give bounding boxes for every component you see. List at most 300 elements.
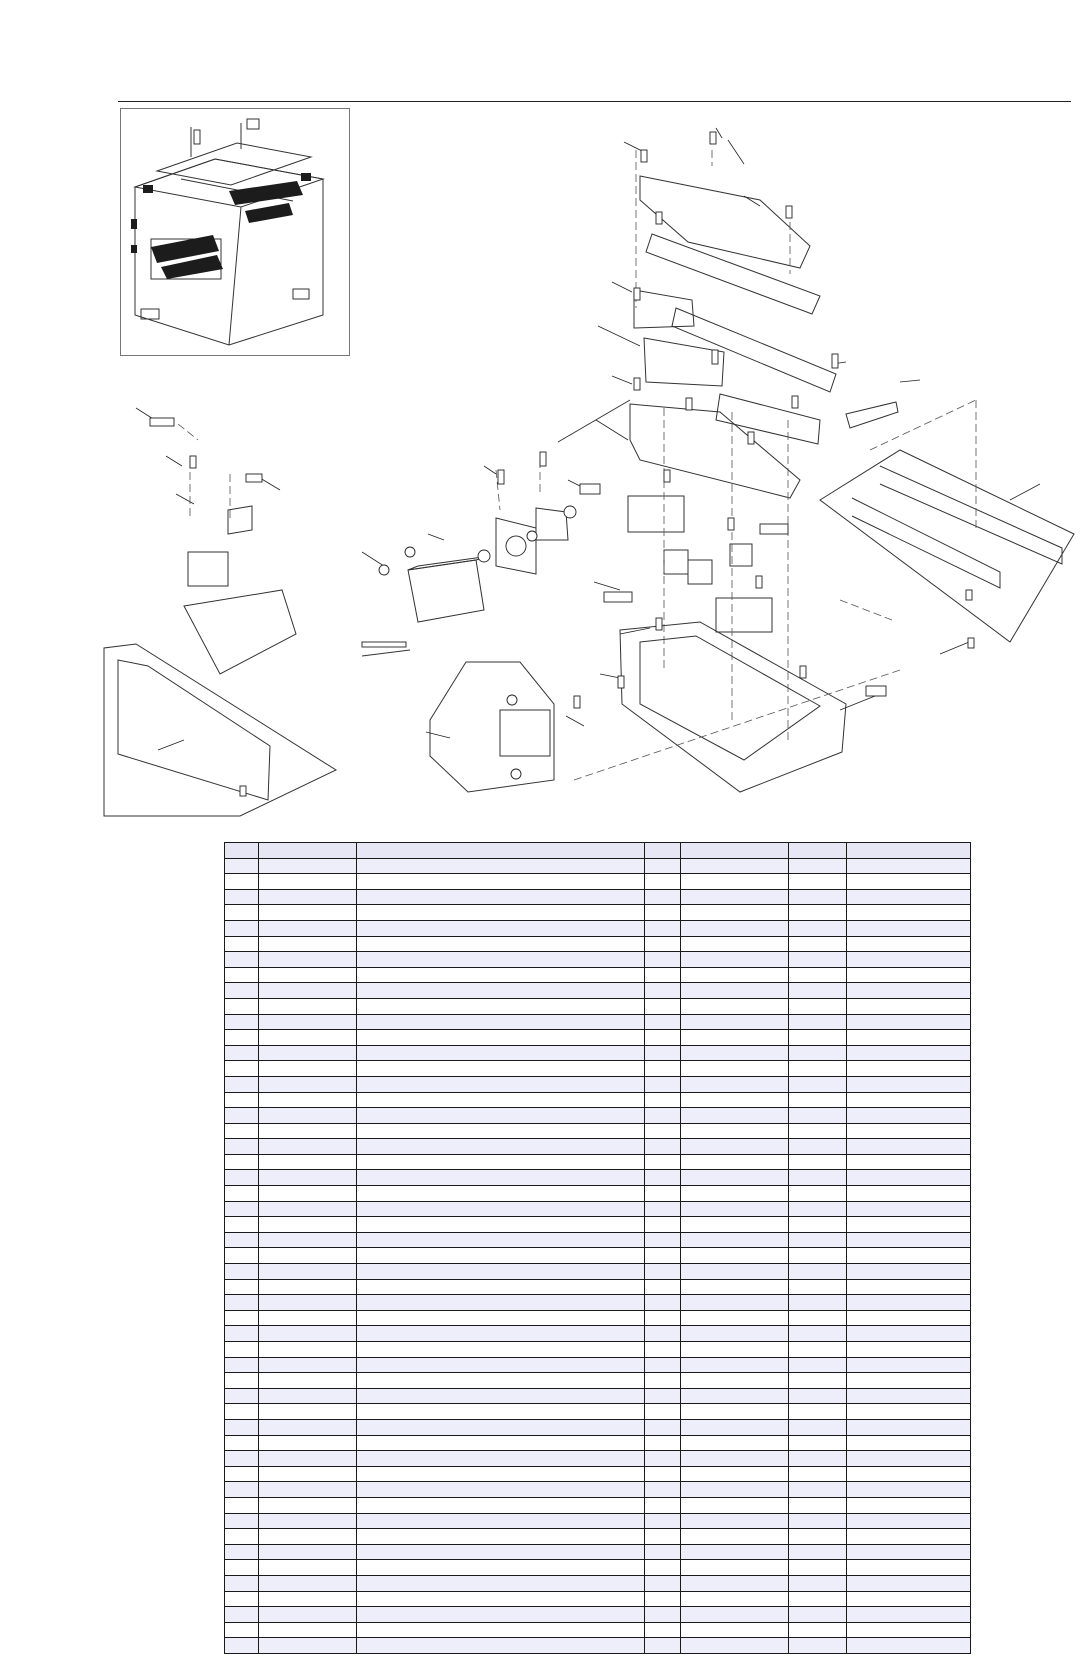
table-cell [645, 1061, 681, 1077]
table-cell [357, 858, 645, 874]
table-cell [789, 1388, 847, 1404]
table-cell [225, 998, 259, 1014]
table-cell [789, 1482, 847, 1498]
table-cell [357, 1123, 645, 1139]
table-cell [789, 1123, 847, 1139]
table-cell [259, 1529, 357, 1545]
table-cell [645, 1030, 681, 1046]
table-cell [259, 998, 357, 1014]
table-cell [259, 952, 357, 968]
table-cell [681, 1529, 789, 1545]
table-cell [681, 983, 789, 999]
table-cell [645, 1045, 681, 1061]
table-cell [357, 889, 645, 905]
table-cell [847, 1638, 971, 1654]
upper-rail [646, 234, 820, 314]
table-cell [789, 1419, 847, 1435]
cover-boundary [104, 644, 336, 816]
table-cell [259, 1466, 357, 1482]
table-row [225, 1497, 971, 1513]
table-cell [357, 1154, 645, 1170]
table-cell [847, 1030, 971, 1046]
table-cell [225, 1154, 259, 1170]
table-cell [645, 889, 681, 905]
table-row [225, 1264, 971, 1280]
table-cell [259, 1388, 357, 1404]
table-cell [847, 1186, 971, 1202]
table-cell [847, 1529, 971, 1545]
table-cell [681, 1295, 789, 1311]
table-cell [681, 1310, 789, 1326]
table-cell [645, 1264, 681, 1280]
table-cell [645, 1638, 681, 1654]
table-cell [847, 1497, 971, 1513]
table-cell [789, 1560, 847, 1576]
flange-plate [496, 518, 536, 574]
table-cell [681, 1419, 789, 1435]
table-cell [225, 874, 259, 890]
table-cell [225, 1342, 259, 1358]
table-row [225, 1591, 971, 1607]
table-cell [225, 1201, 259, 1217]
table-cell [225, 1482, 259, 1498]
table-cell [645, 1186, 681, 1202]
table-cell [259, 1045, 357, 1061]
table-cell [847, 1435, 971, 1451]
table-row [225, 1466, 971, 1482]
table-row [225, 1388, 971, 1404]
table-cell [847, 1123, 971, 1139]
table-cell [847, 1201, 971, 1217]
table-cell [225, 1045, 259, 1061]
table-cell [645, 1310, 681, 1326]
table-cell [259, 1232, 357, 1248]
table-cell [259, 983, 357, 999]
table-row [225, 858, 971, 874]
table-cell [645, 858, 681, 874]
table-cell [789, 1076, 847, 1092]
table-cell [225, 1295, 259, 1311]
table-cell [225, 1076, 259, 1092]
table-cell [847, 1622, 971, 1638]
table-cell [645, 952, 681, 968]
table-cell [357, 1435, 645, 1451]
table-cell [789, 967, 847, 983]
table-cell [847, 1232, 971, 1248]
table-cell [645, 1139, 681, 1155]
table-cell [847, 1466, 971, 1482]
table-cell [357, 1529, 645, 1545]
table-cell [789, 1014, 847, 1030]
table-row [225, 1186, 971, 1202]
table-cell [259, 1638, 357, 1654]
side-rail [846, 402, 898, 428]
table-cell [357, 1622, 645, 1638]
table-cell [847, 858, 971, 874]
table-cell [259, 1591, 357, 1607]
table-cell [681, 1092, 789, 1108]
table-cell [225, 1014, 259, 1030]
table-cell [681, 1217, 789, 1233]
table-cell [225, 1388, 259, 1404]
table-cell [681, 1575, 789, 1591]
table-cell [645, 1591, 681, 1607]
table-cell [225, 1466, 259, 1482]
table-cell [847, 983, 971, 999]
table-row [225, 1513, 971, 1529]
table-cell [259, 1139, 357, 1155]
table-cell [225, 1622, 259, 1638]
table-cell [847, 920, 971, 936]
table-cell [789, 889, 847, 905]
table-cell [259, 1357, 357, 1373]
table-cell [645, 1076, 681, 1092]
table-cell [645, 1622, 681, 1638]
table-cell [357, 1248, 645, 1264]
table-cell [681, 1591, 789, 1607]
table-cell [259, 1342, 357, 1358]
slide-table [630, 404, 800, 498]
table-cell [789, 1139, 847, 1155]
table-cell [225, 952, 259, 968]
table-cell [259, 1279, 357, 1295]
table-cell [357, 1264, 645, 1280]
table-cell [847, 1310, 971, 1326]
table-cell [225, 1544, 259, 1560]
table-row [225, 1482, 971, 1498]
table-cell [681, 1451, 789, 1467]
table-cell [789, 1466, 847, 1482]
table-cell [645, 1108, 681, 1124]
table-cell [645, 1357, 681, 1373]
table-cell [645, 1092, 681, 1108]
table-cell [225, 1575, 259, 1591]
table-cell [847, 843, 971, 859]
clamp-block-a [664, 550, 688, 574]
table-cell [847, 1591, 971, 1607]
table-cell [357, 1451, 645, 1467]
table-row [225, 1108, 971, 1124]
table-cell [847, 1342, 971, 1358]
table-cell [645, 1248, 681, 1264]
table-cell [357, 1201, 645, 1217]
table-cell [225, 1357, 259, 1373]
table-cell [357, 1326, 645, 1342]
table-row [225, 1154, 971, 1170]
table-cell [645, 1544, 681, 1560]
table-row [225, 1544, 971, 1560]
table-row [225, 1139, 971, 1155]
table-row [225, 874, 971, 890]
table-cell [357, 1357, 645, 1373]
table-cell [259, 1575, 357, 1591]
table-cell [681, 1638, 789, 1654]
table-row [225, 920, 971, 936]
carriage-block-a [628, 496, 684, 532]
table-cell [259, 1451, 357, 1467]
table-cell [357, 1544, 645, 1560]
table-cell [357, 1466, 645, 1482]
table-cell [681, 1388, 789, 1404]
table-cell [225, 983, 259, 999]
table-cell [847, 1575, 971, 1591]
table-cell [847, 1357, 971, 1373]
table-row [225, 1607, 971, 1623]
table-cell [645, 1451, 681, 1467]
table-cell [357, 1014, 645, 1030]
table-cell [847, 1451, 971, 1467]
table-cell [259, 1154, 357, 1170]
table-cell [357, 1139, 645, 1155]
table-cell [847, 1061, 971, 1077]
table-cell [259, 1123, 357, 1139]
top-bracket-plate [640, 176, 810, 268]
table-cell [259, 1217, 357, 1233]
table-cell [259, 1497, 357, 1513]
table-cell [681, 1108, 789, 1124]
table-cell [645, 1388, 681, 1404]
left-bracket [228, 506, 252, 534]
table-cell [357, 1061, 645, 1077]
table-cell [789, 858, 847, 874]
table-cell [681, 843, 789, 859]
flange-hole [506, 536, 526, 556]
table-cell [645, 1497, 681, 1513]
table-row [225, 1404, 971, 1420]
table-cell [681, 1560, 789, 1576]
rail-strip-b [852, 498, 1000, 588]
table-cell [645, 874, 681, 890]
table-cell [681, 1466, 789, 1482]
table-cell [259, 1248, 357, 1264]
table-cell [645, 1607, 681, 1623]
table-cell [645, 1373, 681, 1389]
table-row [225, 1622, 971, 1638]
table-row [225, 1326, 971, 1342]
table-cell [789, 1326, 847, 1342]
table-row [225, 1373, 971, 1389]
table-cell [681, 1622, 789, 1638]
table-cell [357, 1310, 645, 1326]
table-cell [681, 1154, 789, 1170]
table-cell [789, 998, 847, 1014]
table-cell [681, 1014, 789, 1030]
table-cell [259, 1014, 357, 1030]
table-cell [225, 1404, 259, 1420]
table-row [225, 1030, 971, 1046]
parts-list-table [224, 842, 971, 1654]
table-cell [847, 1404, 971, 1420]
table-cell [789, 1279, 847, 1295]
table-cell [847, 1560, 971, 1576]
table-cell [847, 1248, 971, 1264]
table-cell [259, 936, 357, 952]
table-cell [789, 1638, 847, 1654]
table-cell [789, 1217, 847, 1233]
table-cell [847, 1388, 971, 1404]
table-cell [681, 1061, 789, 1077]
table-row [225, 1201, 971, 1217]
left-stack-block [188, 552, 228, 586]
table-cell [645, 1419, 681, 1435]
table-cell [225, 1092, 259, 1108]
table-cell [259, 967, 357, 983]
table-cell [681, 936, 789, 952]
table-cell [645, 1529, 681, 1545]
table-cell [357, 1186, 645, 1202]
table-cell [847, 1513, 971, 1529]
table-cell [847, 1607, 971, 1623]
table-cell [357, 967, 645, 983]
table-cell [645, 1435, 681, 1451]
table-cell [681, 1170, 789, 1186]
table-cell [789, 1622, 847, 1638]
table-cell [645, 1232, 681, 1248]
table-cell [681, 1497, 789, 1513]
table-cell [789, 874, 847, 890]
table-cell [789, 1170, 847, 1186]
table-cell [789, 1248, 847, 1264]
table-cell [847, 1373, 971, 1389]
table-cell [847, 1154, 971, 1170]
table-cell [789, 1154, 847, 1170]
table-cell [681, 1357, 789, 1373]
table-cell [681, 1404, 789, 1420]
table-cell [357, 905, 645, 921]
clevis-bracket [536, 508, 568, 540]
table-cell [789, 1529, 847, 1545]
table-cell [645, 1575, 681, 1591]
table-cell [681, 998, 789, 1014]
table-row [225, 1045, 971, 1061]
table-row [225, 1061, 971, 1077]
table-cell [789, 1497, 847, 1513]
table-cell [225, 843, 259, 859]
table-cell [225, 1451, 259, 1467]
table-cell [259, 1310, 357, 1326]
table-cell [681, 1279, 789, 1295]
table-cell [681, 1123, 789, 1139]
table-cell [681, 1513, 789, 1529]
parts-list-body [225, 843, 971, 1654]
table-cell [259, 1092, 357, 1108]
table-row [225, 1342, 971, 1358]
table-cell [645, 1342, 681, 1358]
table-row [225, 1092, 971, 1108]
table-cell [789, 1030, 847, 1046]
table-cell [225, 1497, 259, 1513]
table-cell [645, 983, 681, 999]
table-cell [259, 1186, 357, 1202]
table-cell [645, 967, 681, 983]
table-cell [645, 1014, 681, 1030]
table-cell [789, 1342, 847, 1358]
table-cell [259, 1264, 357, 1280]
table-cell [681, 1482, 789, 1498]
table-cell [225, 920, 259, 936]
table-cell [259, 889, 357, 905]
table-row [225, 905, 971, 921]
table-row [225, 1575, 971, 1591]
table-cell [847, 1092, 971, 1108]
table-row [225, 1123, 971, 1139]
table-cell [789, 1591, 847, 1607]
table-cell [645, 1560, 681, 1576]
table-cell [357, 843, 645, 859]
table-cell [259, 1030, 357, 1046]
table-cell [259, 1622, 357, 1638]
table-cell [847, 889, 971, 905]
table-cell [357, 1030, 645, 1046]
clamp-block-b [688, 560, 712, 584]
table-cell [357, 1607, 645, 1623]
table-cell [847, 1326, 971, 1342]
table-cell [225, 1217, 259, 1233]
table-cell [789, 1186, 847, 1202]
table-cell [225, 1591, 259, 1607]
table-cell [847, 1076, 971, 1092]
table-cell [357, 1108, 645, 1124]
table-cell [259, 905, 357, 921]
table-cell [357, 998, 645, 1014]
table-row [225, 1419, 971, 1435]
table-cell [847, 952, 971, 968]
table-cell [847, 1419, 971, 1435]
table-cell [357, 952, 645, 968]
table-cell [645, 1466, 681, 1482]
table-cell [225, 1529, 259, 1545]
table-cell [225, 1108, 259, 1124]
table-cell [847, 1045, 971, 1061]
table-cell [681, 967, 789, 983]
table-cell [681, 1607, 789, 1623]
table-cell [357, 1170, 645, 1186]
table-cell [847, 1279, 971, 1295]
table-row [225, 1014, 971, 1030]
table-cell [357, 1419, 645, 1435]
table-cell [357, 874, 645, 890]
table-cell [259, 1544, 357, 1560]
table-cell [225, 1419, 259, 1435]
table-cell [847, 1217, 971, 1233]
table-cell [259, 1201, 357, 1217]
table-cell [259, 1061, 357, 1077]
table-cell [357, 1076, 645, 1092]
table-cell [645, 1123, 681, 1139]
table-row [225, 1529, 971, 1545]
table-cell [225, 1310, 259, 1326]
table-cell [225, 1232, 259, 1248]
table-header-row [225, 843, 971, 859]
table-cell [357, 1232, 645, 1248]
table-cell [357, 1217, 645, 1233]
table-cell [681, 1248, 789, 1264]
table-cell [259, 1513, 357, 1529]
table-row [225, 1232, 971, 1248]
table-cell [789, 1513, 847, 1529]
table-row [225, 1170, 971, 1186]
table-row [225, 998, 971, 1014]
table-cell [357, 1342, 645, 1358]
table-cell [681, 1139, 789, 1155]
table-cell [259, 1435, 357, 1451]
table-cell [681, 1544, 789, 1560]
table-cell [789, 983, 847, 999]
table-row [225, 967, 971, 983]
table-cell [789, 1264, 847, 1280]
left-subassembly [184, 590, 296, 674]
table-cell [357, 1388, 645, 1404]
